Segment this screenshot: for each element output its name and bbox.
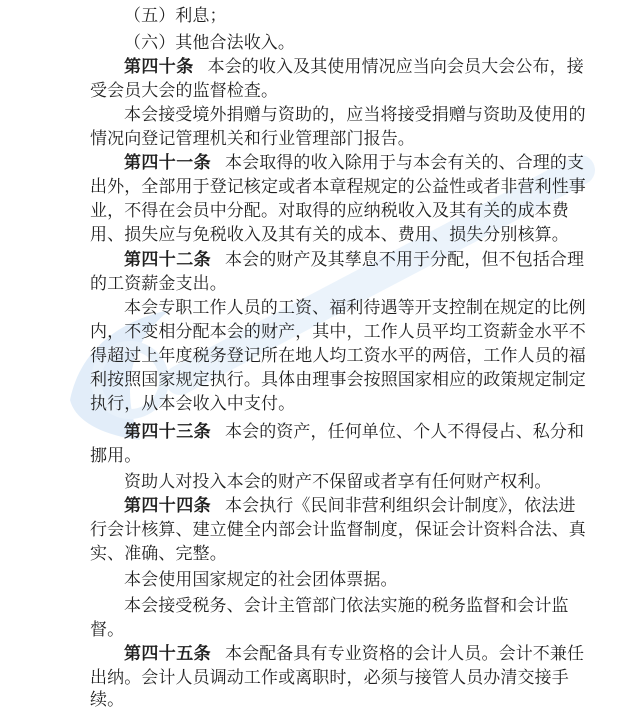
doc-line: 利按照国家规定执行。具体由理事会按照国家相应的政策规定制定: [90, 370, 586, 390]
article-41-line: 第四十一条 本会取得的收入除用于与本会有关的、合理的支: [124, 153, 585, 173]
doc-line: 得超过上年度税务登记所在地人均工资水平的两倍，工作人员的福: [90, 346, 586, 366]
doc-line: 内，不变相分配本会的财产，其中，工作人员平均工资薪金水平不: [90, 322, 586, 342]
article-45-heading: 第四十五条: [124, 644, 211, 664]
article-41-heading: 第四十一条: [124, 153, 211, 173]
article-45-line: 第四十五条 本会配备具有专业资格的会计人员。会计不兼任: [124, 644, 585, 664]
article-43-line: 第四十三条 本会的资产，任何单位、个人不得侵占、私分和: [124, 422, 585, 442]
doc-line: 出纳。会计人员调动工作或离职时，必须与接管人员办清交接手: [90, 668, 569, 688]
doc-line: 本会专职工作人员的工资、福利待遇等开支控制在规定的比例: [124, 298, 586, 318]
article-42-heading: 第四十二条: [124, 250, 211, 270]
article-43-heading: 第四十三条: [124, 422, 211, 442]
doc-line: 用、损失应与免税收入及其有关的成本、费用、损失分别核算。: [90, 225, 569, 245]
article-44-line: 第四十四条 本会执行《民间非营利组织会计制度》，依法进: [124, 496, 576, 516]
doc-line: 的工资薪金支出。: [90, 274, 227, 294]
doc-line: 业，不得在会员中分配。对取得的应纳税收入及其有关的成本费: [90, 201, 569, 221]
doc-line: 实、准确、完整。: [90, 544, 227, 564]
doc-line: 本会使用国家规定的社会团体票据。: [124, 570, 398, 590]
doc-line: 行会计核算、建立健全内部会计监督制度，保证会计资料合法、真: [90, 520, 586, 540]
article-42-line: 第四十二条 本会的财产及其孳息不用于分配，但不包括合理: [124, 250, 585, 270]
doc-line: （五）利息；: [124, 6, 227, 26]
article-44-heading: 第四十四条: [124, 496, 211, 516]
doc-line: 督。: [90, 620, 125, 640]
doc-line: 本会接受税务、会计主管部门依法实施的税务监督和会计监: [124, 596, 569, 616]
doc-line: 执行，从本会收入中支付。: [90, 394, 296, 414]
doc-line: 挪用。: [90, 446, 142, 466]
article-40-heading: 第四十条: [124, 57, 194, 77]
doc-line: 本会接受境外捐赠与资助的，应当将接受捐赠与资助及使用的: [124, 105, 586, 125]
doc-line: 受会员大会的监督检查。: [90, 81, 279, 101]
doc-line: 续。: [90, 690, 125, 710]
doc-line: （六）其他合法收入。: [124, 33, 295, 53]
article-40-line: 第四十条 本会的收入及其使用情况应当向会员大会公布，接: [124, 57, 584, 77]
doc-line: 情况向登记管理机关和行业管理部门报告。: [90, 129, 415, 149]
doc-line: 资助人对投入本会的财产不保留或者享有任何财产权利。: [124, 472, 552, 492]
doc-line: 出外，全部用于登记核定或者本章程规定的公益性或者非营利性事: [90, 177, 586, 197]
